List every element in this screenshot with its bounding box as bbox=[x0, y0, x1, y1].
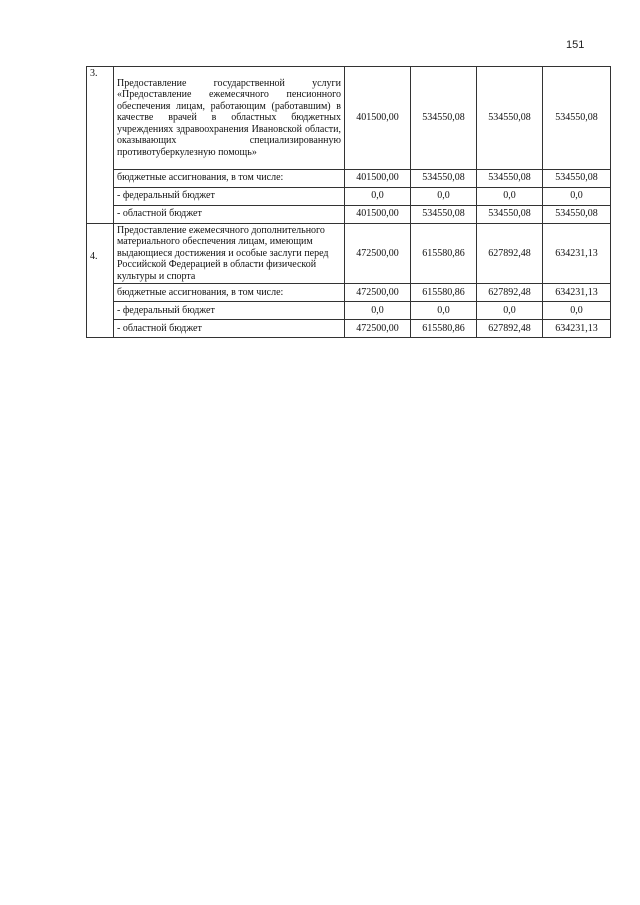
value-cell: 0,0 bbox=[411, 187, 477, 205]
table-row bbox=[87, 67, 611, 170]
value-cell: 401500,00 bbox=[345, 205, 411, 223]
page-number: 151 bbox=[566, 39, 585, 51]
value-cell: 627892,48 bbox=[477, 284, 543, 302]
value-cell: 472500,00 bbox=[345, 223, 411, 284]
row-label: - федеральный бюджет bbox=[114, 302, 345, 320]
value-cell: 627892,48 bbox=[477, 223, 543, 284]
value-cell: 627892,48 bbox=[477, 320, 543, 338]
table-row bbox=[87, 187, 611, 205]
item-number: 3. bbox=[90, 68, 98, 79]
value-cell: 534550,08 bbox=[411, 205, 477, 223]
value-cell: 615580,86 bbox=[411, 223, 477, 284]
value-cell: 0,0 bbox=[345, 302, 411, 320]
service-description: Предоставление государственной услуги «Предоставление ежемесячного пенсионного обеспечения лицам, работающим (работавшим) в качестве врачей в областных бюджетных учреждениях здравоохранения Ивановской области, оказывающих специализированную противотуберкулезную помощь» bbox=[114, 67, 345, 170]
value-cell: 401500,00 bbox=[345, 169, 411, 187]
value-cell: 534550,08 bbox=[543, 67, 611, 170]
value-cell: 534550,08 bbox=[477, 169, 543, 187]
value-cell: 534550,08 bbox=[543, 205, 611, 223]
item-number-cell bbox=[87, 67, 114, 224]
table-row bbox=[87, 302, 611, 320]
value-cell: 0,0 bbox=[411, 302, 477, 320]
row-label: бюджетные ассигнования, в том числе: bbox=[114, 284, 345, 302]
row-label: - областной бюджет bbox=[114, 205, 345, 223]
value-cell: 0,0 bbox=[477, 302, 543, 320]
row-label: - федеральный бюджет bbox=[114, 187, 345, 205]
value-cell: 534550,08 bbox=[411, 67, 477, 170]
row-label: - областной бюджет bbox=[114, 320, 345, 338]
value-cell: 0,0 bbox=[543, 187, 611, 205]
value-cell: 634231,13 bbox=[543, 223, 611, 284]
value-cell: 534550,08 bbox=[543, 169, 611, 187]
value-cell: 0,0 bbox=[477, 187, 543, 205]
budget-table bbox=[86, 66, 611, 338]
table-row bbox=[87, 205, 611, 223]
table-row bbox=[87, 223, 611, 284]
value-cell: 0,0 bbox=[543, 302, 611, 320]
value-cell: 472500,00 bbox=[345, 284, 411, 302]
value-cell: 615580,86 bbox=[411, 284, 477, 302]
value-cell: 634231,13 bbox=[543, 284, 611, 302]
value-cell: 401500,00 bbox=[345, 67, 411, 170]
table-row bbox=[87, 320, 611, 338]
item-number-cell bbox=[87, 223, 114, 338]
value-cell: 472500,00 bbox=[345, 320, 411, 338]
table-row bbox=[87, 169, 611, 187]
value-cell: 615580,86 bbox=[411, 320, 477, 338]
value-cell: 634231,13 bbox=[543, 320, 611, 338]
table-row bbox=[87, 284, 611, 302]
item-number: 4. bbox=[90, 250, 98, 262]
value-cell: 0,0 bbox=[345, 187, 411, 205]
service-description: Предоставление ежемесячного дополнительного материального обеспечения лицам, имеющим выдающиеся достижения и особые заслуги перед Российской Федерацией в области физической культуры и спорта bbox=[114, 223, 345, 284]
value-cell: 534550,08 bbox=[477, 205, 543, 223]
value-cell: 534550,08 bbox=[411, 169, 477, 187]
row-label: бюджетные ассигнования, в том числе: bbox=[114, 169, 345, 187]
value-cell: 534550,08 bbox=[477, 67, 543, 170]
